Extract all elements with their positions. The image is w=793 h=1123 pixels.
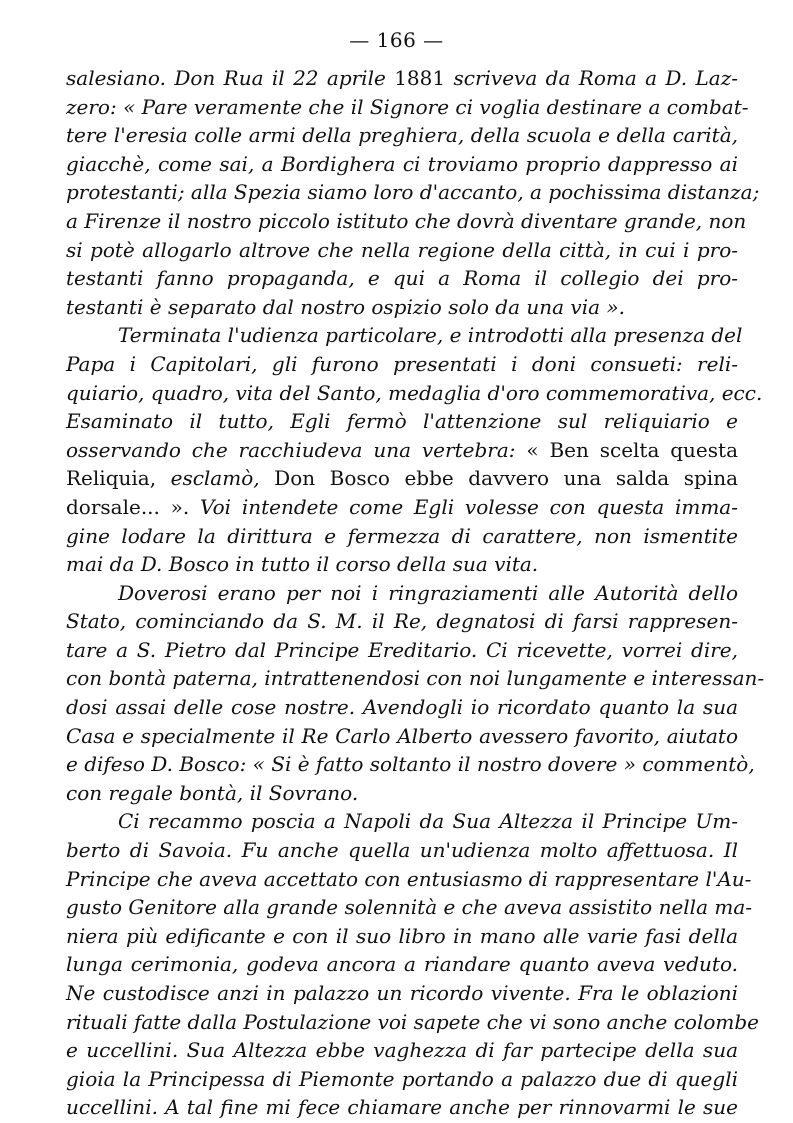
text-run: Casa e specialmente il Re Carlo Alberto avessero favorito, aiutato xyxy=(66,723,738,748)
text-line xyxy=(66,264,738,293)
page-number: — 166 — xyxy=(349,28,444,52)
text-line xyxy=(66,807,738,836)
text-line xyxy=(66,321,743,350)
text-run: Voi intendete come Egli volesse con questa imma- xyxy=(200,494,738,519)
text-line xyxy=(66,64,738,93)
text-run: 1881 xyxy=(394,66,446,90)
text-line xyxy=(66,922,738,951)
text-line xyxy=(66,178,760,207)
text-line xyxy=(66,436,738,465)
text-line xyxy=(66,636,738,665)
text-run: gine lodare la dirittura e fermezza di carattere, non ismentite xyxy=(66,523,738,548)
text-line xyxy=(66,1065,738,1094)
text-run: Stato, cominciando da S. M. il Re, degnatosi di farsi rappresen- xyxy=(66,609,738,634)
text-line xyxy=(66,121,738,150)
text-line xyxy=(66,522,738,551)
text-line xyxy=(66,293,738,322)
text-line xyxy=(66,236,738,265)
text-run: a Firenze il nostro piccolo istituto che dovrà diventare grande, non xyxy=(66,208,747,233)
text-run: scriveva da Roma a D. Laz- xyxy=(445,66,738,90)
text-run: con bontà paterna, intrattenendosi con noi lungamente e interessan- xyxy=(66,666,765,691)
text-run: Don Bosco ebbe davvero una salda spina xyxy=(274,466,738,491)
text-run: Terminata l'udienza particolare, e introdotti alla presenza del xyxy=(118,323,743,348)
text-run: salesiano. Don Rua il 22 aprile xyxy=(66,66,395,90)
text-run: Ne custodisce anzi in palazzo un ricordo vivente. Fra le oblazioni xyxy=(66,981,738,1005)
text-run: testanti è separato dal nostro ospizio solo da una via ». xyxy=(66,294,626,319)
text-line xyxy=(66,950,738,979)
text-run: protestanti; alla Spezia siamo loro d'accanto, a pochissima distanza; xyxy=(66,180,760,205)
text-run: « Ben scelta questa xyxy=(526,437,738,462)
text-run: Esaminato il tutto, Egli fermò l'attenzione sul reliquiario e xyxy=(66,409,738,434)
text-run: uccellini. A tal fine mi fece chiamare anche per rinnovarmi le sue xyxy=(66,1095,738,1120)
text-line xyxy=(66,579,738,608)
text-run: e uccellini. Sua Altezza ebbe vaghezza di far partecipe della sua xyxy=(66,1038,738,1063)
text-line xyxy=(66,464,738,493)
text-run: lunga cerimonia, godeva ancora a riandare quanto aveva veduto. xyxy=(66,952,738,977)
text-run: giacchè, come sai, a Bordighera ci troviamo proprio dappresso ai xyxy=(66,151,738,176)
text-line xyxy=(66,93,749,122)
text-run: quiario, quadro, vita del Santo, medaglia d'oro commemorativa, ecc. xyxy=(66,380,763,405)
text-run: Principe che aveva accettato con entusiasmo di rappresentare l'Au- xyxy=(66,866,752,891)
text-line xyxy=(66,664,765,693)
text-line xyxy=(66,207,747,236)
text-run: Papa i Capitolari, gli furono presentati i doni consueti: reli- xyxy=(66,351,738,376)
text-line xyxy=(66,607,738,636)
text-run: niera più edificante e con il suo libro in mano alle varie fasi della xyxy=(66,923,738,948)
text-line xyxy=(66,722,738,751)
text-line xyxy=(66,1036,738,1065)
text-run: si potè allogarlo altrove che nella regione della città, in cui i pro- xyxy=(66,237,738,262)
text-run: e difeso D. Bosco: « Si è fatto soltanto il nostro dovere » commentò, xyxy=(66,752,755,777)
text-line xyxy=(66,836,738,865)
text-line xyxy=(66,979,738,1008)
text-run: rituali fatte dalla Postulazione voi sapete che vi sono anche colombe xyxy=(66,1009,760,1034)
text-line xyxy=(66,779,738,808)
text-run: esclamò, xyxy=(170,466,275,491)
text-run: tare a S. Pietro dal Principe Ereditario. Ci ricevette, vorrei dire, xyxy=(66,637,738,662)
text-run: Doverosi erano per noi i ringraziamenti alle Autorità dello xyxy=(118,580,738,605)
text-line xyxy=(66,750,755,779)
text-line xyxy=(66,865,752,894)
text-line xyxy=(66,350,738,379)
text-line xyxy=(66,893,753,922)
text-run: Ci recammo poscia a Napoli da Sua Altezza il Principe Um- xyxy=(118,809,738,834)
text-run: mai da D. Bosco in tutto il corso della sua vita. xyxy=(66,552,539,577)
text-line xyxy=(66,1008,760,1037)
text-run: gioia la Principessa di Piemonte portando a palazzo due di quegli xyxy=(66,1066,738,1091)
text-run: con regale bontà, il Sovrano. xyxy=(66,780,359,805)
text-line xyxy=(66,407,738,436)
text-line xyxy=(66,150,738,179)
body-text xyxy=(66,64,765,1122)
text-run: berto di Savoia. Fu anche quella un'udienza molto affettuosa. Il xyxy=(66,838,738,863)
text-line xyxy=(66,693,738,722)
text-run: testanti fanno propaganda, e qui a Roma il collegio dei pro- xyxy=(66,266,738,291)
text-line xyxy=(66,379,763,408)
text-line xyxy=(66,550,738,579)
text-run: Reliquia, xyxy=(66,466,171,491)
text-line xyxy=(66,1093,738,1122)
text-run: dorsale... ». xyxy=(66,494,201,519)
text-run: osservando che racchiudeva una vertebra: xyxy=(66,437,527,462)
text-run: zero: « Pare veramente che il Signore ci voglia destinare a combat- xyxy=(66,94,749,119)
text-line xyxy=(66,493,738,522)
text-run: dosi assai delle cose nostre. Avendogli io ricordato quanto la sua xyxy=(66,695,738,720)
text-run: gusto Genitore alla grande solennità e che aveva assistito nella ma- xyxy=(66,895,753,920)
text-run: tere l'eresia colle armi della preghiera, della scuola e della carità, xyxy=(66,123,738,148)
